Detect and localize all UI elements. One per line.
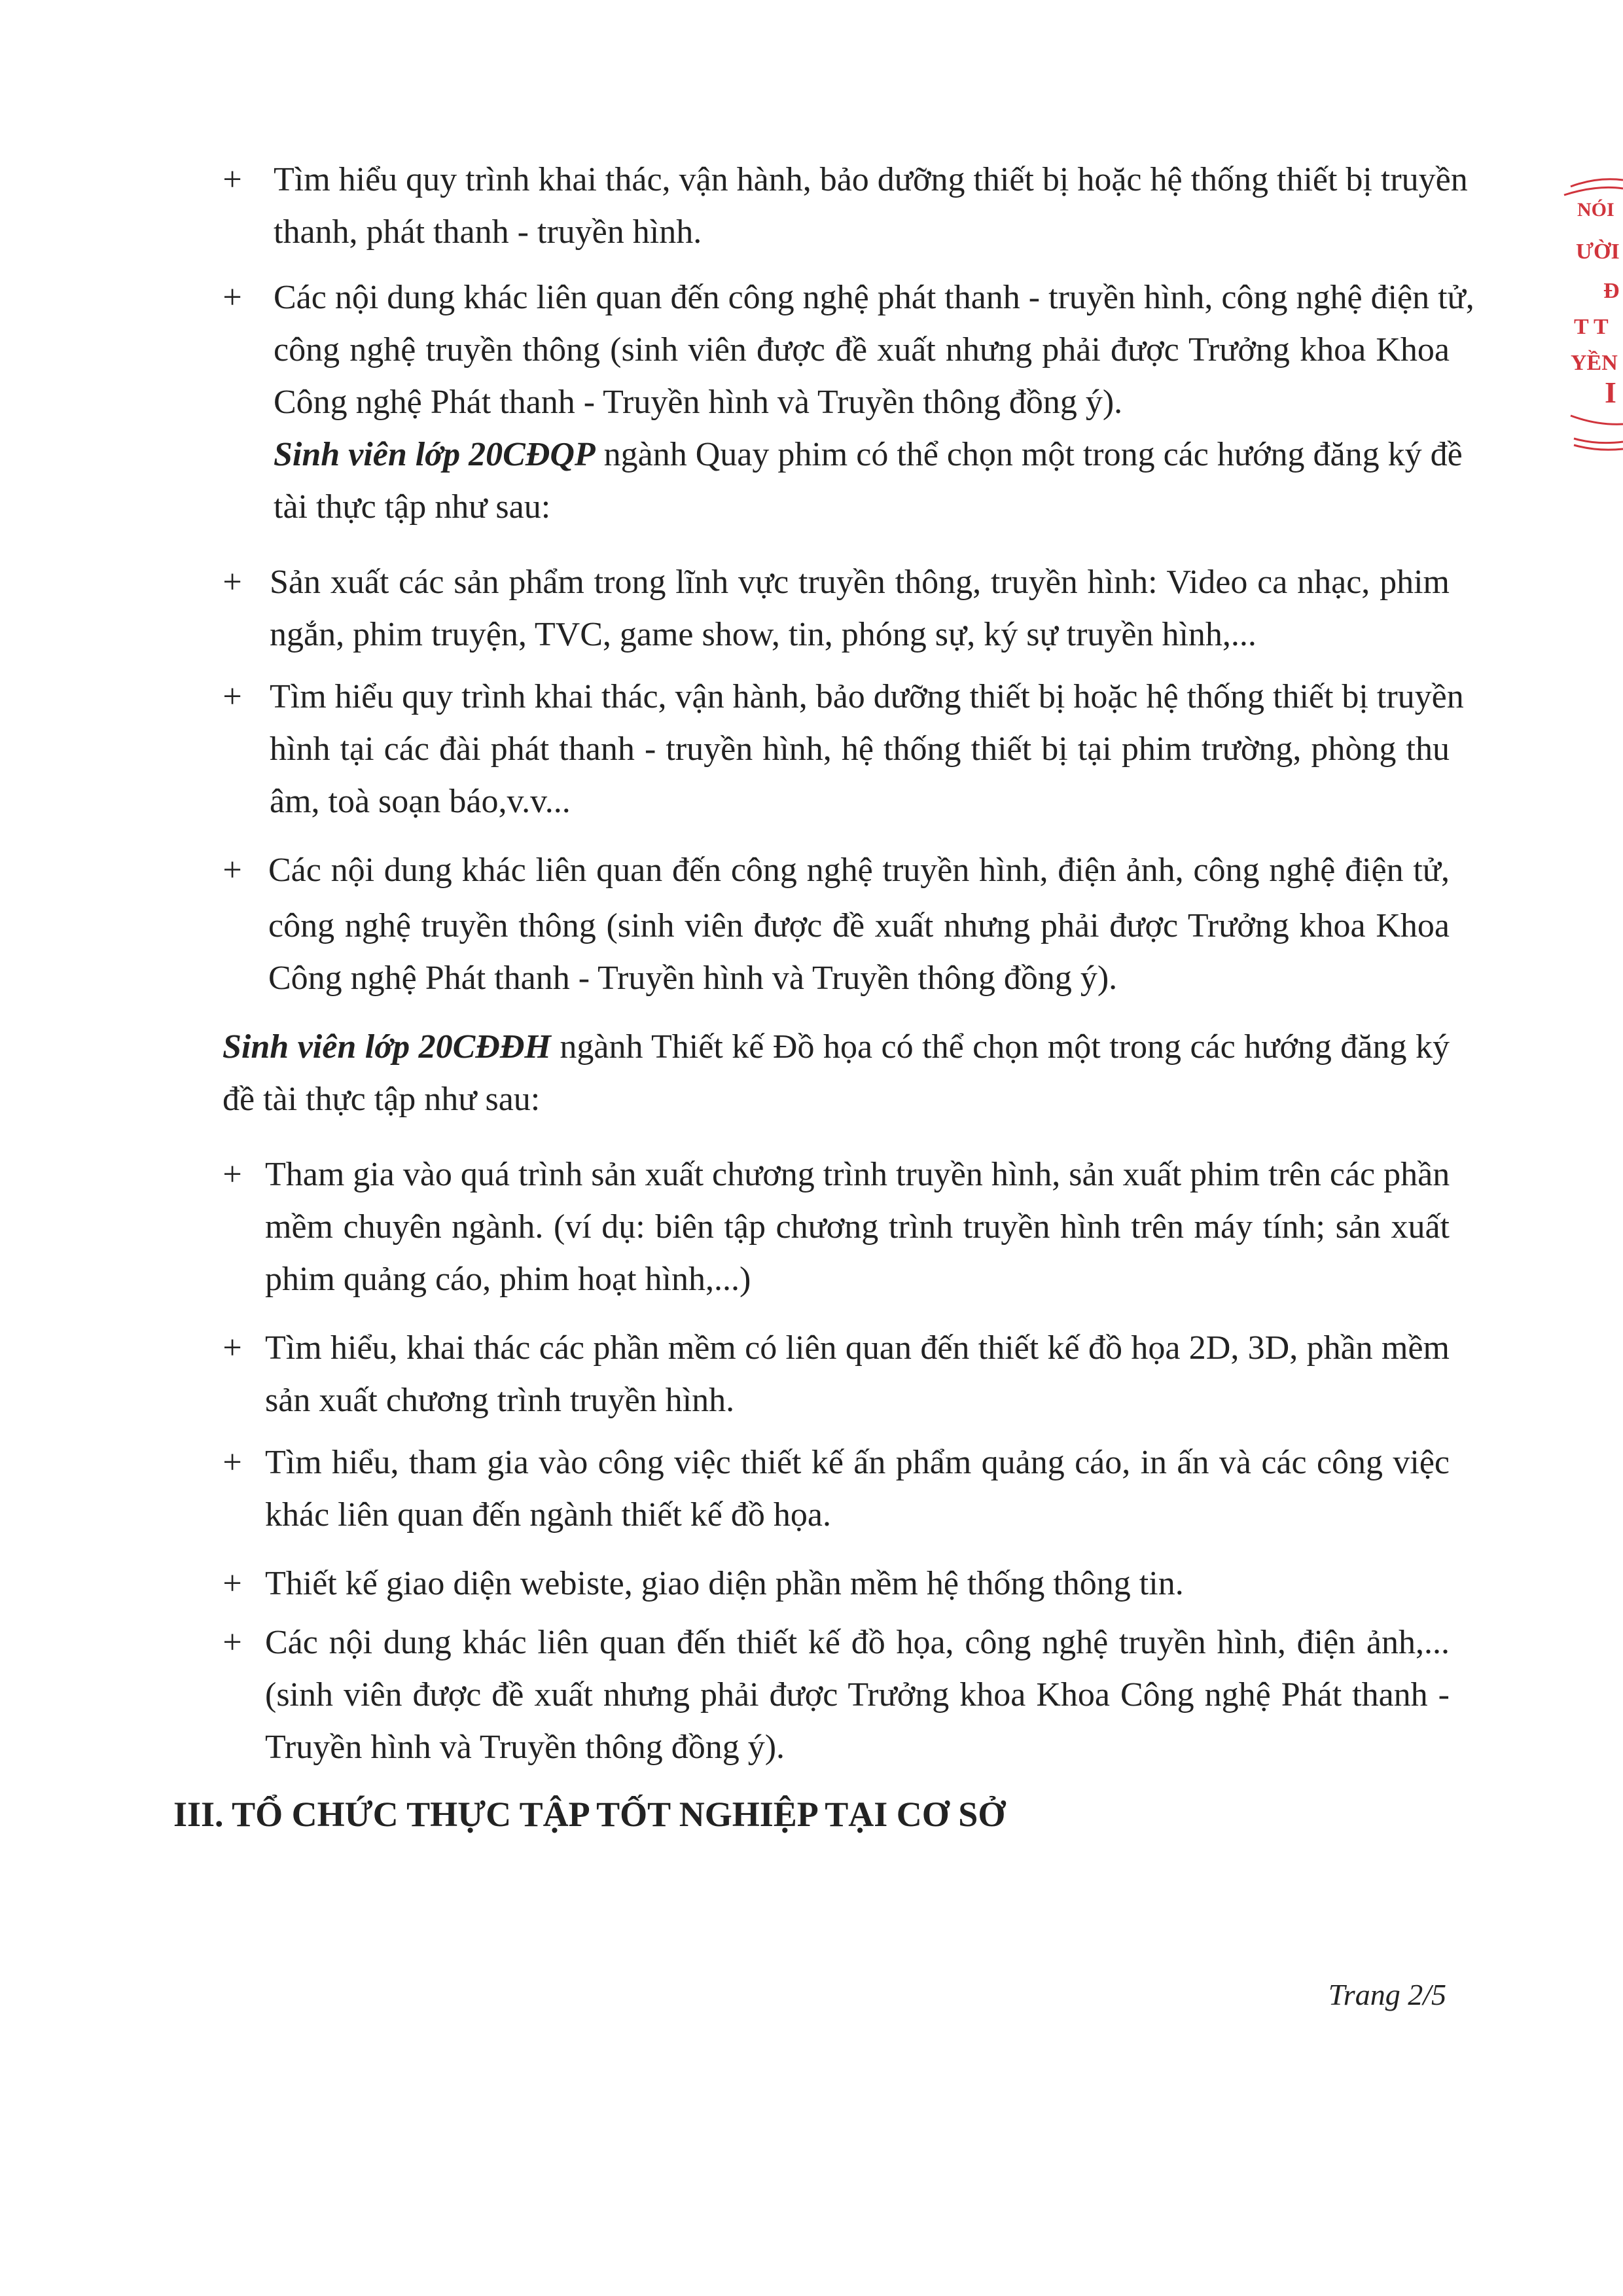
bullet-text-line: Tìm hiểu, khai thác các phần mềm có liên quan đến thiết kế đồ họa 2D, 3D, phần mềm: [265, 1329, 1450, 1367]
seal-text-fragment: ƯỜI: [1576, 240, 1620, 264]
class-name: Sinh viên lớp 20CĐĐH: [223, 1028, 551, 1066]
bullet-text-line: Truyền hình và Truyền thông đồng ý).: [265, 1729, 785, 1766]
class-intro-line: tài thực tập như sau:: [274, 488, 551, 526]
bullet-text-line: Sản xuất các sản phẩm trong lĩnh vực truyền thông, truyền hình: Video ca nhạc, phim: [270, 564, 1450, 601]
seal-ring-arc: [1571, 179, 1623, 187]
seal-ring-arc: [1564, 187, 1623, 195]
section-heading: III. TỔ CHỨC THỰC TẬP TỐT NGHIỆP TẠI CƠ SỞ: [173, 1795, 1006, 1834]
bullet-marker: +: [223, 1565, 242, 1602]
bullet-text-line: sản xuất chương trình truyền hình.: [265, 1382, 735, 1419]
bullet-marker: +: [223, 279, 242, 316]
bullet-text-line: thanh, phát thanh - truyền hình.: [274, 213, 702, 251]
bullet-text-line: Thiết kế giao diện webiste, giao diện phần mềm hệ thống thông tin.: [265, 1565, 1184, 1602]
bullet-marker: +: [223, 564, 242, 601]
bullet-marker: +: [223, 852, 242, 889]
bullet-text-line: ngắn, phim truyện, TVC, game show, tin, phóng sự, ký sự truyền hình,...: [270, 616, 1257, 653]
seal-fragment-graphic: [1544, 177, 1623, 484]
bullet-marker: +: [223, 1444, 242, 1481]
bullet-text-line: Các nội dung khác liên quan đến thiết kế đồ họa, công nghệ truyền hình, điện ảnh,...: [265, 1624, 1450, 1661]
seal-text-fragment: Đ: [1603, 279, 1620, 303]
bullet-text-line: công nghệ truyền thông (sinh viên được đề xuất nhưng phải được Trưởng khoa Khoa: [274, 331, 1450, 368]
seal-ring-arc: [1574, 445, 1623, 450]
class-intro-text: ngành Thiết kế Đồ họa có thể chọn một trong các hướng đăng ký: [550, 1028, 1450, 1066]
bullet-text-line: công nghệ truyền thông (sinh viên được đề xuất nhưng phải được Trưởng khoa Khoa: [268, 907, 1450, 944]
seal-text-fragment: T T: [1574, 315, 1609, 339]
bullet-marker: +: [223, 1329, 242, 1367]
bullet-text-line: âm, toà soạn báo,v.v...: [270, 783, 571, 820]
bullet-marker: +: [223, 1624, 242, 1661]
class-intro-line: [223, 1028, 1450, 1067]
bullet-marker: +: [223, 161, 242, 198]
bullet-marker: +: [223, 1156, 242, 1193]
seal-ring-arc: [1571, 416, 1623, 424]
red-seal-stamp: [1544, 177, 1623, 484]
seal-text-fragment: NÓI: [1577, 199, 1614, 221]
bullet-text-line: khác liên quan đến ngành thiết kế đồ họa.: [265, 1496, 831, 1534]
page-number: Trang 2/5: [1328, 1978, 1446, 2011]
bullet-text-line: Các nội dung khác liên quan đến công nghệ truyền hình, điện ảnh, công nghệ điện tử,: [268, 852, 1450, 889]
class-intro-line: [274, 435, 1463, 475]
class-intro-text: ngành Quay phim có thể chọn một trong các hướng đăng ký đề: [595, 436, 1463, 473]
bullet-text-line: Công nghệ Phát thanh - Truyền hình và Truyền thông đồng ý).: [268, 960, 1118, 997]
bullet-text-line: mềm chuyên ngành. (ví dụ: biên tập chương trình truyền hình trên máy tính; sản xuất: [265, 1208, 1450, 1246]
bullet-marker: +: [223, 678, 242, 715]
bullet-text-line: Tìm hiểu quy trình khai thác, vận hành, bảo dưỡng thiết bị hoặc hệ thống thiết bị truyền: [270, 678, 1464, 715]
seal-ring-arc: [1574, 439, 1623, 443]
bullet-text-line: Tìm hiểu quy trình khai thác, vận hành, bảo dưỡng thiết bị hoặc hệ thống thiết bị truyền: [274, 161, 1468, 198]
bullet-text-line: Tìm hiểu, tham gia vào công việc thiết kế ấn phẩm quảng cáo, in ấn và các công việc: [265, 1444, 1450, 1481]
bullet-text-line: Công nghệ Phát thanh - Truyền hình và Truyền thông đồng ý).: [274, 384, 1123, 421]
seal-text-fragment: I: [1605, 376, 1616, 409]
bullet-text-line: phim quảng cáo, phim hoạt hình,...): [265, 1261, 751, 1298]
class-name: Sinh viên lớp 20CĐQP: [274, 436, 596, 473]
bullet-text-line: (sinh viên được đề xuất nhưng phải được Trưởng khoa Khoa Công nghệ Phát thanh -: [265, 1676, 1450, 1713]
bullet-text-line: Tham gia vào quá trình sản xuất chương trình truyền hình, sản xuất phim trên các phần: [265, 1156, 1450, 1193]
bullet-text-line: Các nội dung khác liên quan đến công nghệ phát thanh - truyền hình, công nghệ điện tử,: [274, 279, 1474, 316]
bullet-text-line: hình tại các đài phát thanh - truyền hình, hệ thống thiết bị tại phim trường, phòng thu: [270, 730, 1450, 768]
class-intro-line: đề tài thực tập như sau:: [223, 1081, 541, 1118]
seal-text-fragment: YỀN: [1571, 351, 1618, 375]
